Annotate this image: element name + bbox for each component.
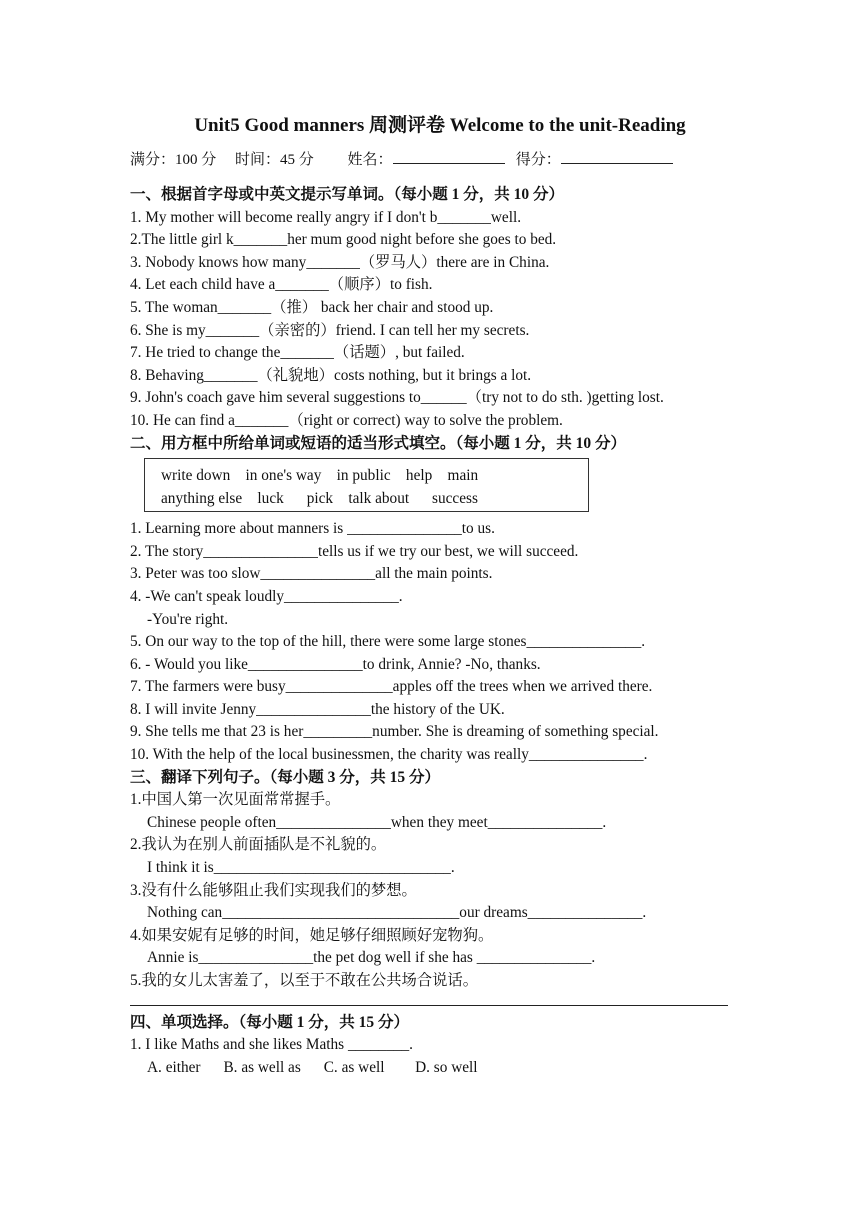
word-box-row: anything else luck pick talk about success [161,490,478,508]
question-line: 2. The story_______________tells us if we try our best, we will succeed. [130,542,579,560]
question-line: 7. The farmers were busy______________apples off the trees when we arrived there. [130,678,653,696]
exam-sheet [130,112,730,1079]
answer-blank-line[interactable] [130,993,728,1006]
question-line: 10. He can find a_______（right or correct) way to solve the problem. [130,411,563,429]
question-line: 7. He tried to change the_______（话题）, but failed. [130,344,465,362]
question-line: 3. Peter was too slow_______________all the main points. [130,565,493,583]
section2-heading: 二、用方框中所给单词或短语的适当形式填空。（每小题 1 分，共 10 分） [130,434,627,452]
exam-meta [130,148,730,172]
chinese-sentence: 3.没有什么能够阻止我们实现我们的梦想。 [130,881,417,899]
question-line: 1. My mother will become really angry if I don't b_______well. [130,208,522,226]
question-line: 5. The woman_______（推） back her chair and stood up. [130,298,494,316]
section1-heading: 一、根据首字母或中英文提示写单词。（每小题 1 分，共 10 分） [130,186,565,203]
score-label: 满分：100 分 [130,152,217,168]
english-translation-line: I think it is_______________________________. [147,859,455,877]
question-line: 3. Nobody knows how many_______（罗马人）there are in China. [130,253,550,271]
chinese-sentence: 1.中国人第一次见面常常握手。 [130,791,341,809]
question-line: 8. Behaving_______（礼貌地）costs nothing, but it brings a lot. [130,366,532,384]
question-line: 5. On our way to the top of the hill, there were some large stones_______________. [130,633,646,651]
word-box [144,458,589,512]
time-label: 时间：45 分 [235,152,314,168]
question-line: 2.The little girl k_______her mum good night before she goes to bed. [130,231,557,249]
grade-blank[interactable] [561,148,673,164]
word-box-row: write down in one's way in public help main [161,467,479,485]
page-title: Unit5 Good manners 周测评卷 Welcome to the unit-Reading [194,115,686,136]
question-line: 1. Learning more about manners is _______________to us. [130,520,495,538]
section3-heading: 三、翻译下列句子。（每小题 3 分，共 15 分） [130,768,441,786]
name-label: 姓名： [347,152,393,168]
question-line: 1. I like Maths and she likes Maths ________. [130,1036,413,1054]
chinese-sentence: 4.如果安妮有足够的时间，她足够仔细照顾好宠物狗。 [130,926,494,944]
name-blank[interactable] [393,148,505,164]
question-line: 9. She tells me that 23 is her_________number. She is dreaming of something special. [130,723,659,741]
english-translation-line: Chinese people often_______________when they meet_______________. [147,813,607,831]
english-translation-line: Nothing can_______________________________our dreams_______________. [147,904,647,922]
question-line: 9. John's coach gave him several suggestions to______（try not to do sth. )getting lost. [130,389,664,407]
question-line: 10. With the help of the local businessmen, the charity was really_______________. [130,746,648,764]
question-line: 6. - Would you like_______________to drink, Annie? -No, thanks. [130,655,541,673]
grade-label: 得分： [515,152,561,168]
chinese-sentence: 5.我的女儿太害羞了，以至于不敢在公共场合说话。 [130,972,479,989]
question-line: 6. She is my_______（亲密的）friend. I can tell her my secrets. [130,321,530,339]
chinese-sentence: 2.我认为在别人前面插队是不礼貌的。 [130,836,387,854]
question-line: 8. I will invite Jenny_______________the history of the UK. [130,700,505,718]
question-line: -You're right. [147,610,229,628]
section4-heading: 四、单项选择。（每小题 1 分，共 15 分） [130,1013,410,1031]
answer-options: A. either B. as well as C. as well D. so well [147,1058,478,1076]
english-translation-line: Annie is_______________the pet dog well if she has _______________. [147,949,596,967]
question-line: 4. -We can't speak loudly_______________. [130,587,403,605]
question-line: 4. Let each child have a_______（顺序）to fish. [130,276,433,294]
